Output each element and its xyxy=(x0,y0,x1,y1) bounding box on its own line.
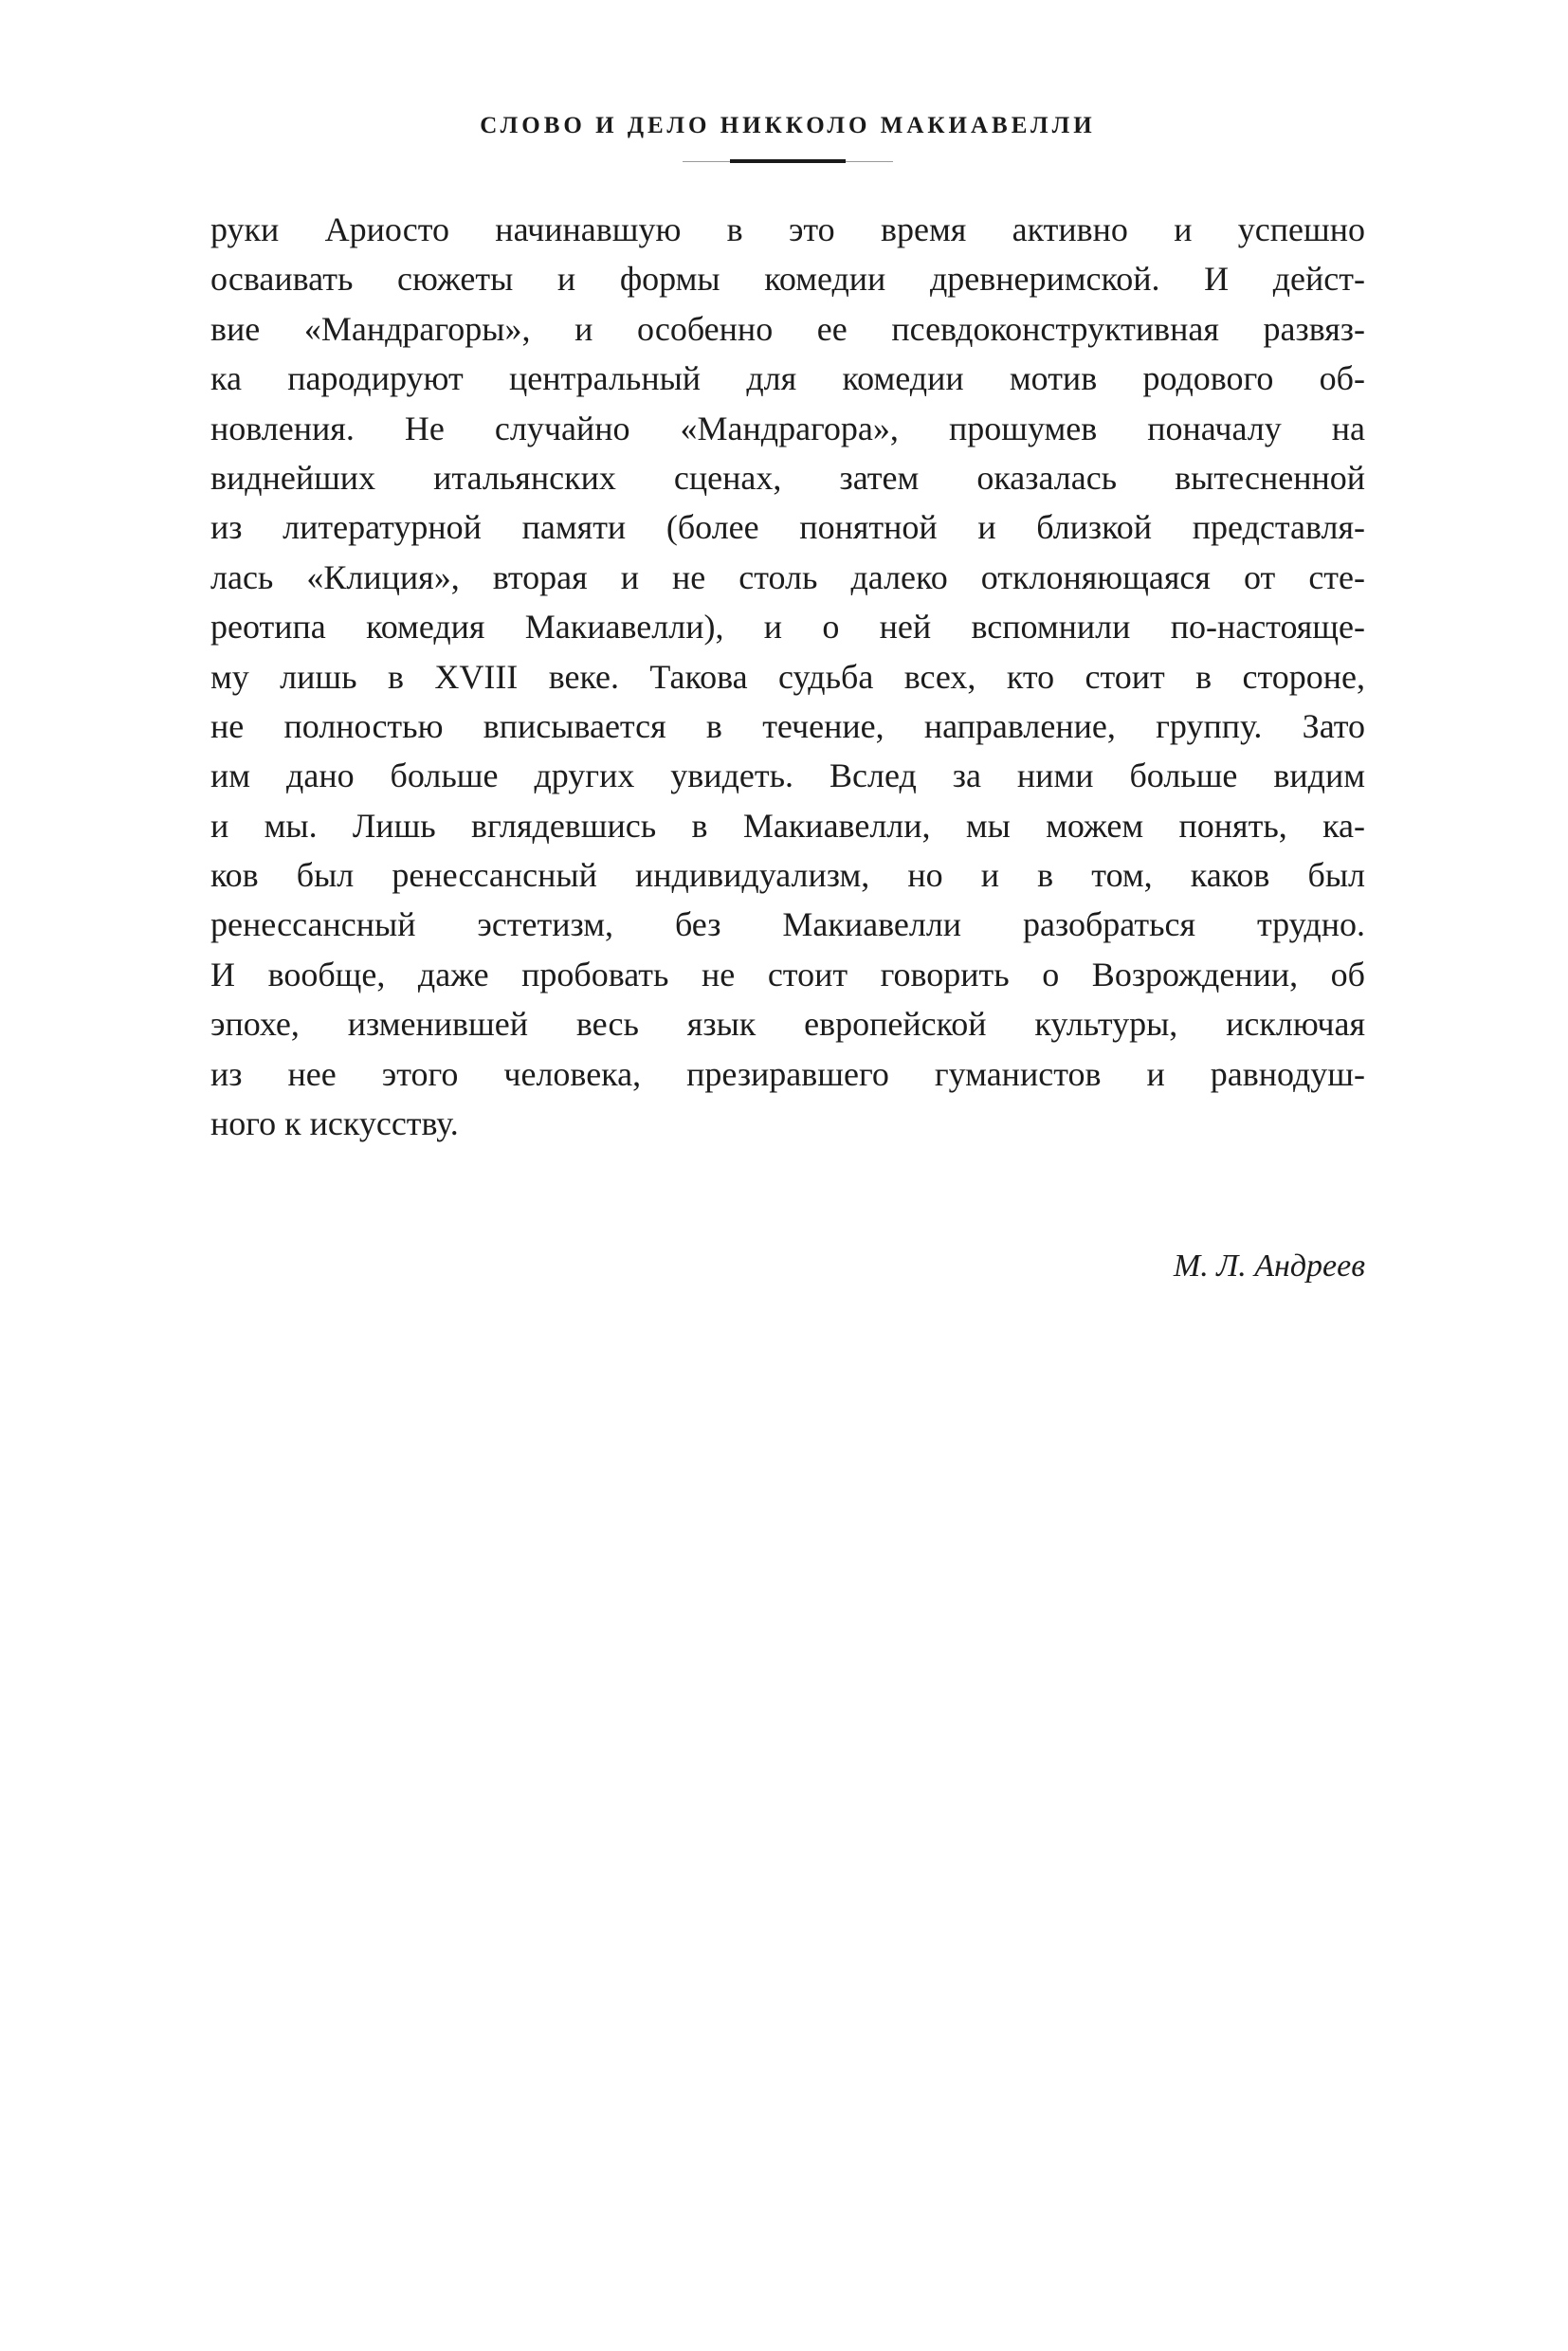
text-line: из нее этого человека, презиравшего гуманистов и равнодуш- xyxy=(210,1054,1365,1093)
text-line: реотипа комедия Макиавелли), и о ней вспомнили по-настояще- xyxy=(210,608,1365,647)
text-line: виднейших итальянских сценах, затем оказалась вытесненной xyxy=(210,458,1365,497)
text-line: ков был ренессансный индивидуализм, но и в том, каков был xyxy=(210,856,1365,895)
text-line: новления. Не случайно «Мандрагора», прошумев поначалу на xyxy=(210,409,1365,447)
text-line: осваивать сюжеты и формы комедии древнеримской. И дейст- xyxy=(210,260,1365,299)
text-line: лась «Клиция», вторая и не столь далеко отклоняющаяся от сте- xyxy=(210,557,1365,596)
text-line: им дано больше других увидеть. Вслед за ними больше видим xyxy=(210,756,1365,795)
text-line: эпохе, изменившей весь язык европейской культуры, исключая xyxy=(210,1005,1365,1044)
text-line: и мы. Лишь вглядевшись в Макиавелли, мы можем понять, ка- xyxy=(210,806,1365,845)
text-line: ка пародируют центральный для комедии мотив родового об- xyxy=(210,359,1365,398)
text-line: му лишь в XVIII веке. Такова судьба всех, кто стоит в стороне, xyxy=(210,657,1365,696)
author-signature: М. Л. Андреев xyxy=(1173,1248,1365,1284)
text-line: ного к искусству. xyxy=(210,1104,459,1143)
text-line: вие «Мандрагоры», и особенно ее псевдоконструктивная развяз- xyxy=(210,309,1365,348)
running-title: СЛОВО И ДЕЛО НИККОЛО МАКИАВЕЛЛИ xyxy=(480,113,1096,138)
text-line: И вообще, даже пробовать не стоит говорить о Возрождении, об xyxy=(210,955,1365,993)
text-line: не полностью вписывается в течение, направление, группу. Зато xyxy=(210,706,1365,745)
body-paragraph xyxy=(210,205,1365,1148)
header-rule-thick xyxy=(730,159,846,163)
text-line: из литературной памяти (более понятной и близкой представля- xyxy=(210,508,1365,547)
text-line: ренессансный эстетизм, без Макиавелли разобраться трудно. xyxy=(210,905,1365,944)
text-line: руки Ариосто начинавшую в это время активно и успешно xyxy=(210,210,1365,248)
